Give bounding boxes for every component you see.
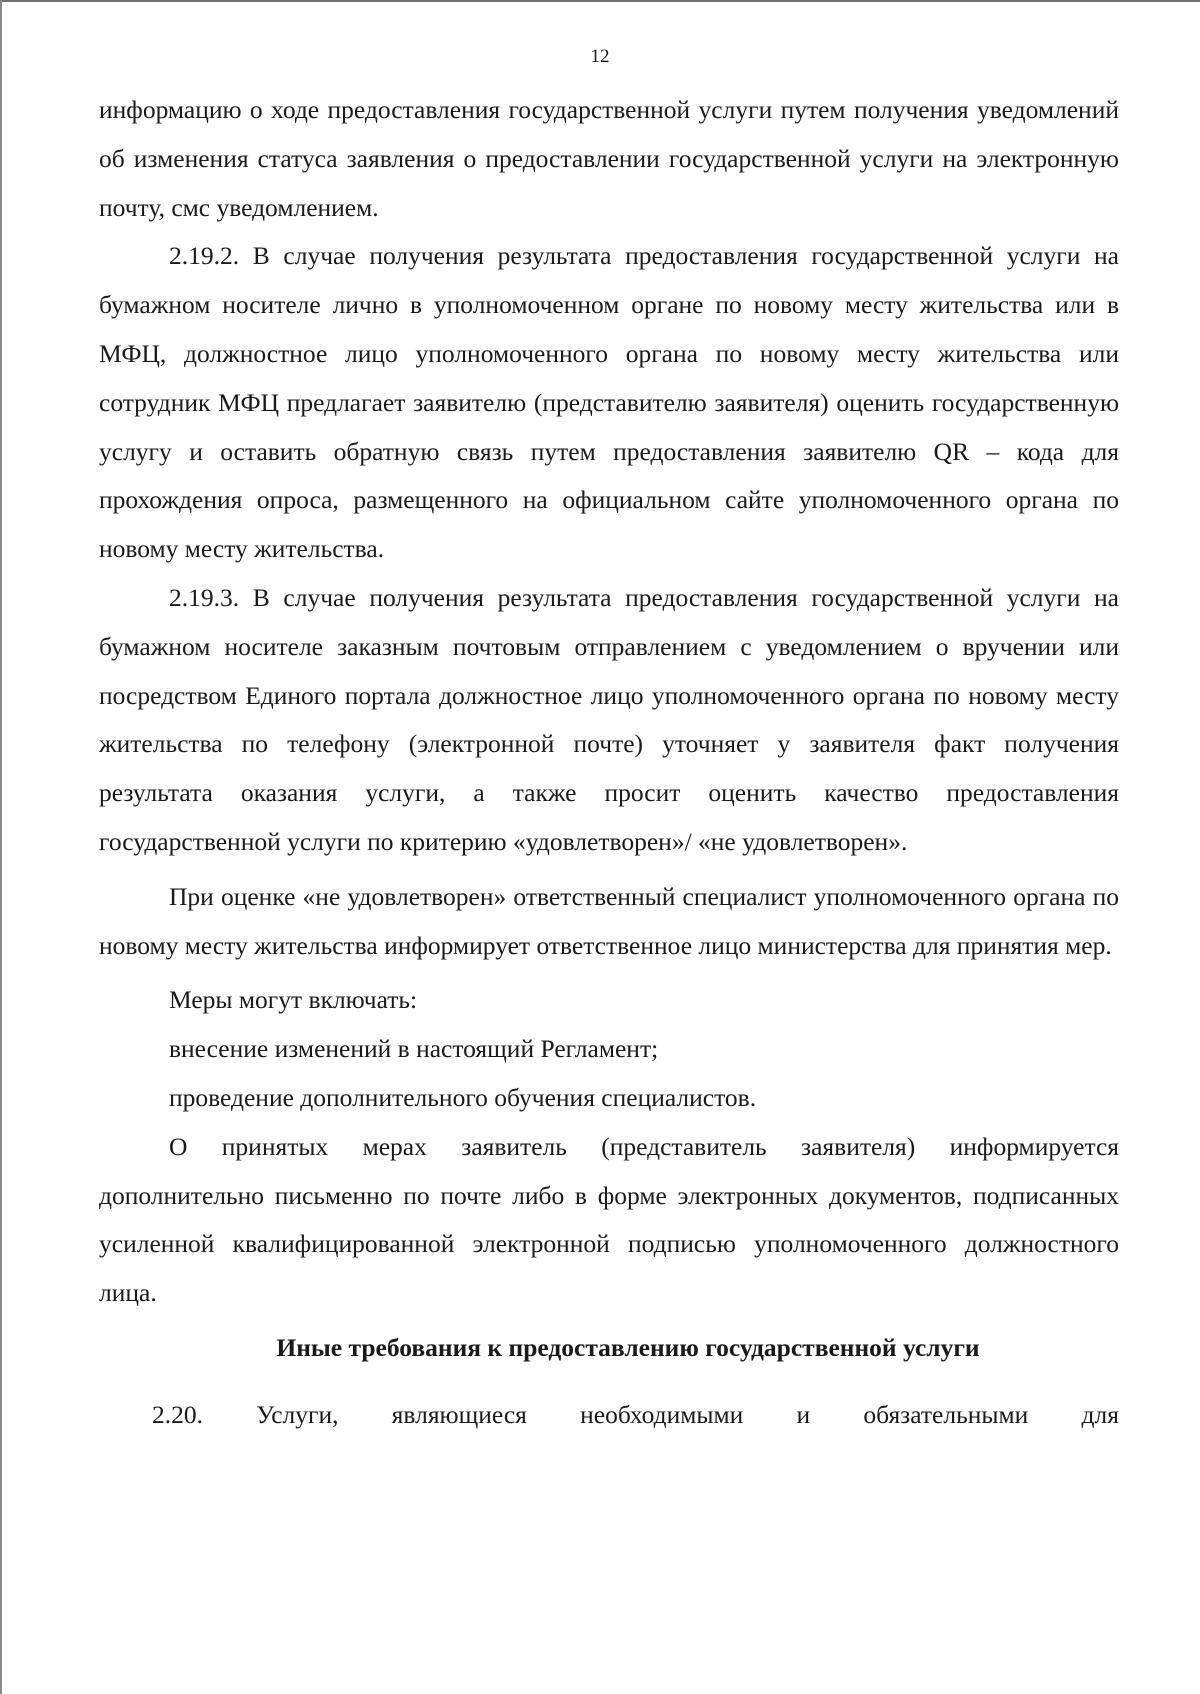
page-top-border [0, 0, 1200, 5]
paragraph-2-20-start [99, 1391, 1119, 1440]
word: являющиеся [391, 1399, 527, 1429]
word: для [1081, 1399, 1119, 1429]
list-item-measure-2: проведение дополнительного обучения специалистов. [169, 1082, 757, 1112]
paragraph-assessment: При оценке «не удовлетворен» ответственный специалист уполномоченного органа по новому месту жительства информирует ответственное лицо министерства для принятия мер. [99, 881, 1119, 960]
clause-number: 2.20. [152, 1399, 203, 1429]
paragraph-2-19-3: 2.19.3. В случае получения результата предоставления государственной услуги на бумажном носителе заказным почтовым отправлением с уведомлением о вручении или посредством Единого портала должностное лицо уполномоченного органа по новому месту жительства по телефону (электронной почте) уточняет у заявителя факт получения результата оказания услуги, а также просит оценить качество предоставления государственной услуги по критерию «удовлетворен»/ «не удовлетворен». [99, 582, 1119, 856]
word: и [796, 1399, 811, 1429]
paragraph-notification: О принятых мерах заявитель (представитель заявителя) информируется дополнительно письменно по почте либо в форме электронных документов, подписанных усиленной квалифицированной электронной подписью уполномоченного должностного лица. [99, 1131, 1119, 1308]
page-left-border [0, 0, 2, 1694]
paragraph-measures-intro: Меры могут включать: [169, 985, 418, 1015]
document-body [99, 86, 1119, 1440]
paragraph-2-19-2: 2.19.2. В случае получения результата предоставления государственной услуги на бумажном носителе лично в уполномоченном органе по новому месту жительства или в МФЦ, должностное лицо уполномоченного органа по новому месту жительства или сотрудник МФЦ предлагает заявителю (представителю заявителя) оценить государственную услугу и оставить обратную связь путем предоставления заявителю QR – кода для прохождения опроса, размещенного на официальном сайте уполномоченного органа по новому месту жительства. [99, 241, 1119, 564]
word: обязательными [863, 1399, 1029, 1429]
page-number: 12 [590, 46, 610, 67]
word: Услуги, [256, 1399, 339, 1429]
paragraph-continuation: информацию о ходе предоставления государственной услуги путем получения уведомлений об изменения статуса заявления о предоставлении государственной услуги на электронную почту, смс уведомлением. [99, 95, 1119, 222]
word: необходимыми [580, 1399, 744, 1429]
section-heading: Иные требования к предоставлению государственной услуги [276, 1332, 980, 1362]
list-item-measure-1: внесение изменений в настоящий Регламент; [169, 1034, 659, 1064]
